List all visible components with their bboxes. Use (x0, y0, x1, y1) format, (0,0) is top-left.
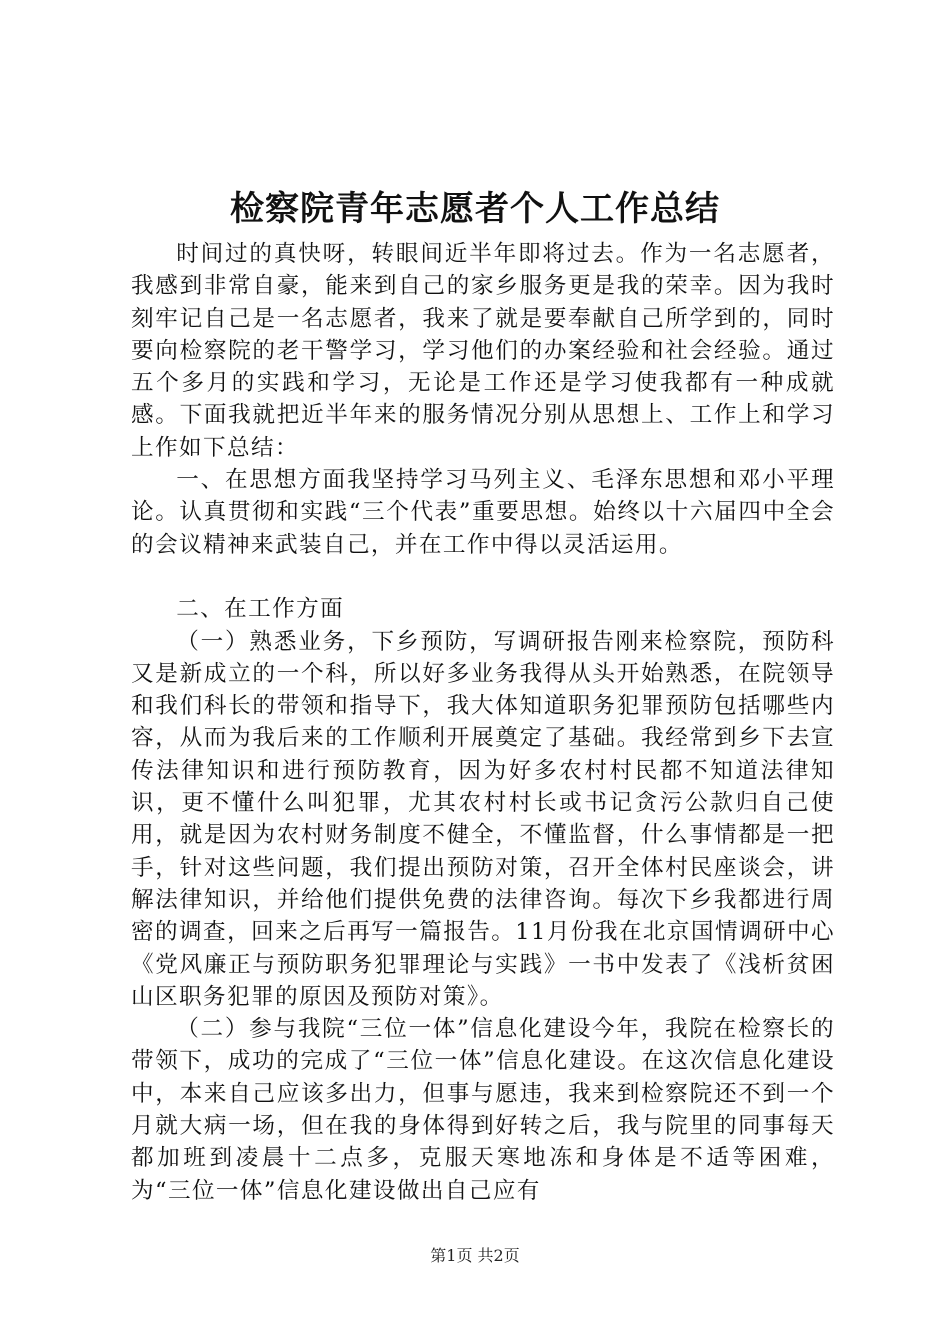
paragraph-thought: 一、在思想方面我坚持学习马列主义、毛泽东思想和邓小平理论。认真贯彻和实践“三个代表”重要思想。始终以十六届四中全会的会议精神来武装自己，并在工作中得以灵活运用。 (131, 467, 835, 558)
paragraph-work-item-1: （一）熟悉业务，下乡预防，写调研报告刚来检察院，预防科又是新成立的一个科，所以好多业务我得从头开始熟悉，在院领导和我们科长的带领和指导下，我大体知道职务犯罪预防包括哪些内容，从而为我后来的工作顺利开展奠定了基础。我经常到乡下去宣传法律知识和进行预防教育，因为好多农村村民都不知道法律知识，更不懂什么叫犯罪，尤其农村村长或书记贪污公款归自己使用，就是因为农村财务制度不健全，不懂监督，什么事情都是一把手，针对这些问题，我们提出预防对策，召开全体村民座谈会，讲解法律知识，并给他们提供免费的法律咨询。每次下乡我都进行周密的调查，回来之后再写一篇报告。11月份我在北京国情调研中心《党风廉正与预防职务犯罪理论与实践》一书中发表了《浅析贫困山区职务犯罪的原因及预防对策》。 (131, 628, 835, 1010)
paragraph-spacer (131, 561, 835, 593)
paragraph-work-item-2: （二）参与我院“三位一体”信息化建设今年，我院在检察长的带领下，成功的完成了“三位一体”信息化建设。在这次信息化建设中，本来自己应该多出力，但事与愿违，我来到检察院还不到一个月就大病一场，但在我的身体得到好转之后，我与院里的同事每天都加班到凌晨十二点多，克服天寒地冻和身体是不适等困难，为“三位一体”信息化建设做出自己应有 (131, 1016, 835, 1204)
page-footer: 第1页 共2页 (430, 1246, 520, 1265)
document-title: 检察院青年志愿者个人工作总结 (230, 189, 720, 229)
paragraph-work-heading: 二、在工作方面 (176, 596, 345, 623)
paragraph-intro: 时间过的真快呀，转眼间近半年即将过去。作为一名志愿者，我感到非常自豪，能来到自己的家乡服务更是我的荣幸。因为我时刻牢记自己是一名志愿者，我来了就是要奉献自己所学到的，同时要向检察院的老干警学习，学习他们的办案经验和社会经验。通过五个多月的实践和学习，无论是工作还是学习使我都有一种成就感。下面我就把近半年来的服务情况分别从思想上、工作上和学习上作如下总结： (131, 241, 835, 461)
document-body (131, 238, 835, 1207)
